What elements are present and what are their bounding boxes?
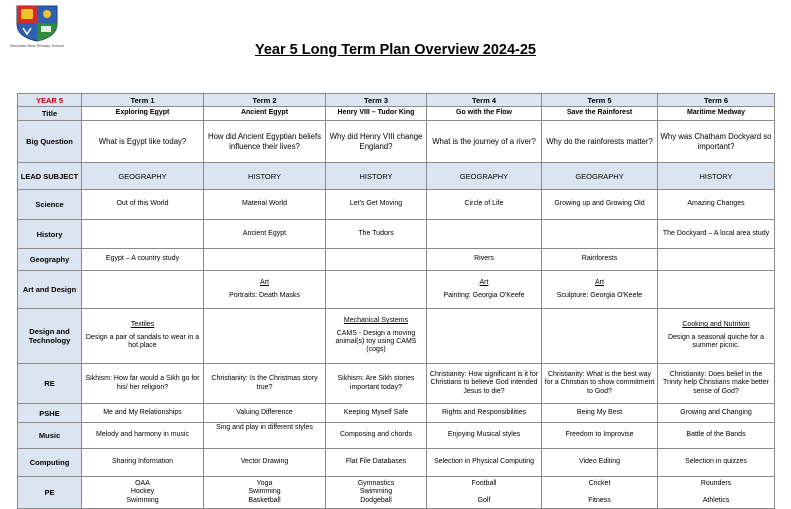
art-heading: Art — [595, 279, 604, 287]
term-header: Term 6 — [658, 94, 775, 107]
pe-cell — [326, 477, 427, 509]
art-design-cell — [658, 271, 775, 309]
science-cell: Amazing Changes — [658, 190, 775, 220]
lead-subject-cell: GEOGRAPHY — [82, 163, 204, 190]
big-question-row — [18, 121, 775, 163]
lead-subject-cell: GEOGRAPHY — [427, 163, 542, 190]
pshe-cell: Growing and Changing — [658, 404, 775, 423]
art-design-row — [18, 271, 775, 309]
pe-row — [18, 477, 775, 509]
pe-gap — [429, 489, 539, 497]
row-label: PSHE — [18, 404, 82, 423]
art-design-cell — [204, 271, 326, 309]
geography-cell: Rivers — [427, 249, 542, 271]
big-question-cell: What is the journey of a river? — [427, 121, 542, 163]
dt-text: Design a seasonal quiche for a summer picnic. — [667, 333, 765, 350]
big-question-cell: Why do the rainforests matter? — [542, 121, 658, 163]
title-row — [18, 107, 775, 121]
science-cell: Out of this World — [82, 190, 204, 220]
history-cell: Ancient Egypt — [204, 220, 326, 249]
pshe-row — [18, 404, 775, 423]
topic-title: Henry VIII – Tudor King — [326, 107, 427, 121]
music-cell: Enjoying Musical styles — [427, 423, 542, 449]
lead-subject-cell: GEOGRAPHY — [542, 163, 658, 190]
pe-gap — [544, 489, 655, 497]
pe-activity: Fitness — [588, 496, 611, 504]
row-label: Computing — [18, 449, 82, 477]
row-label: RE — [18, 364, 82, 404]
dt-heading: Textiles — [130, 321, 155, 329]
music-cell: Composing and chords — [326, 423, 427, 449]
art-design-cell — [542, 271, 658, 309]
pe-activity: Swimming — [359, 488, 393, 496]
dt-cell — [658, 309, 775, 364]
computing-cell: Selection in Physical Computing — [427, 449, 542, 477]
row-label: LEAD SUBJECT — [18, 163, 82, 190]
pe-activity: Gymnastics — [357, 479, 395, 487]
geography-cell: Egypt – A country study — [82, 249, 204, 271]
row-label: Science — [18, 190, 82, 220]
geography-cell — [326, 249, 427, 271]
geography-row — [18, 249, 775, 271]
pe-cell — [542, 477, 658, 509]
dt-cell — [204, 309, 326, 364]
dt-heading: Cooking and Nutrition — [682, 321, 750, 329]
term-header: Term 5 — [542, 94, 658, 107]
music-cell: Sing and play in different styles — [204, 423, 326, 449]
history-row — [18, 220, 775, 249]
geography-cell — [658, 249, 775, 271]
lead-subject-cell: HISTORY — [204, 163, 326, 190]
lead-subject-row — [18, 163, 775, 190]
row-label: PE — [18, 477, 82, 509]
pe-cell — [82, 477, 204, 509]
computing-cell: Vector Drawing — [204, 449, 326, 477]
history-cell — [542, 220, 658, 249]
science-cell: Let's Get Moving — [326, 190, 427, 220]
big-question-cell: Why was Chatham Dockyard so important? — [658, 121, 775, 163]
dt-cell — [326, 309, 427, 364]
pe-cell — [427, 477, 542, 509]
topic-title: Go with the Flow — [427, 107, 542, 121]
computing-cell: Flat File Databases — [326, 449, 427, 477]
term-header: Term 3 — [326, 94, 427, 107]
re-cell: Christianity: Does belief in the Trinity help Christians make better sense of God? — [658, 364, 775, 404]
dt-text: CAMS - Design a moving animal(s) toy using CAMS (cogs) — [335, 329, 417, 354]
history-cell: The Tudors — [326, 220, 427, 249]
long-term-plan-table — [17, 93, 775, 509]
pe-activity: Swimming — [126, 496, 159, 504]
art-design-cell — [427, 271, 542, 309]
art-heading: Art — [479, 279, 489, 287]
science-cell: Circle of Life — [427, 190, 542, 220]
pe-cell — [658, 477, 775, 509]
re-cell: Christianity: What is the best way for a Christian to show commitment to God? — [542, 364, 658, 404]
pshe-cell: Me and My Relationships — [82, 404, 204, 423]
computing-row — [18, 449, 775, 477]
page-title: Year 5 Long Term Plan Overview 2024-25 — [254, 42, 536, 58]
music-cell: Melody and harmony in music — [82, 423, 204, 449]
topic-title: Ancient Egypt — [204, 107, 326, 121]
re-cell: Christianity: How significant is it for Christians to believe God intended Jesus to die? — [427, 364, 542, 404]
term-header: Term 1 — [82, 94, 204, 107]
re-cell: Christianity: Is the Christmas story true? — [204, 364, 326, 404]
big-question-cell: What is Egypt like today? — [82, 121, 204, 163]
term-header: Term 4 — [427, 94, 542, 107]
pshe-cell: Valuing Difference — [204, 404, 326, 423]
art-design-cell — [326, 271, 427, 309]
pe-activity: Cricket — [588, 480, 611, 488]
pe-activity: Golf — [477, 496, 491, 504]
term-header: Term 2 — [204, 94, 326, 107]
re-cell: Sikhism: Are Sikh stories important today? — [326, 364, 427, 404]
pe-cell — [204, 477, 326, 509]
pe-activity: Rounders — [700, 480, 732, 488]
lead-subject-cell: HISTORY — [326, 163, 427, 190]
row-label: Big Question — [18, 121, 82, 163]
row-label: Geography — [18, 249, 82, 271]
pshe-cell: Keeping Myself Safe — [326, 404, 427, 423]
computing-cell: Selection in quizzes — [658, 449, 775, 477]
design-technology-row — [18, 309, 775, 364]
pe-activity: Swimming — [248, 488, 281, 496]
dt-cell — [82, 309, 204, 364]
big-question-cell: How did Ancient Egyptian beliefs influence their lives? — [204, 121, 326, 163]
pshe-cell: Being My Best — [542, 404, 658, 423]
dt-heading: Mechanical Systems — [343, 317, 409, 325]
dt-text: Design a pair of sandals to wear in a hot place — [85, 333, 200, 350]
pe-activity: Athletics — [702, 496, 730, 504]
topic-title: Save the Rainforest — [542, 107, 658, 121]
row-label: Title — [18, 107, 82, 121]
term-header-row — [18, 94, 775, 107]
school-crest-icon — [14, 4, 60, 42]
school-caption: Burnham New Primary School — [10, 43, 64, 48]
pe-gap — [660, 489, 772, 497]
science-row — [18, 190, 775, 220]
music-row — [18, 423, 775, 449]
big-question-cell: Why did Henry VIII change England? — [326, 121, 427, 163]
dt-cell — [542, 309, 658, 364]
geography-cell: Rainforests — [542, 249, 658, 271]
dt-cell — [427, 309, 542, 364]
art-text: Painting: Georgia O'Keefe — [443, 291, 525, 299]
music-cell: Battle of the Bands — [658, 423, 775, 449]
science-cell: Growing up and Growing Old — [542, 190, 658, 220]
art-heading: Art — [260, 279, 269, 287]
pe-activity: Yoga — [256, 479, 273, 487]
lead-subject-cell: HISTORY — [658, 163, 775, 190]
re-cell: Sikhism: How far would a Sikh go for his/ her religion? — [82, 364, 204, 404]
music-cell: Freedom to Improvise — [542, 423, 658, 449]
pe-activity: Hockey — [130, 488, 155, 496]
year-label: YEAR 5 — [18, 94, 82, 107]
pe-activity: Football — [471, 480, 497, 488]
computing-cell: Sharing Information — [82, 449, 204, 477]
pshe-cell: Rights and Responsibilities — [427, 404, 542, 423]
science-cell: Material World — [204, 190, 326, 220]
art-design-cell — [82, 271, 204, 309]
history-cell — [427, 220, 542, 249]
history-cell — [82, 220, 204, 249]
re-row — [18, 364, 775, 404]
computing-cell: Video Editing — [542, 449, 658, 477]
history-cell: The Dockyard – A local area study — [658, 220, 775, 249]
topic-title: Maritime Medway — [658, 107, 775, 121]
topic-title: Exploring Egypt — [82, 107, 204, 121]
pe-activity: Dodgeball — [360, 496, 392, 504]
pe-activity: OAA — [135, 479, 150, 487]
art-text: Portraits: Death Masks — [229, 291, 300, 299]
row-label: Music — [18, 423, 82, 449]
row-label: History — [18, 220, 82, 249]
art-text: Sculpture: Georgia O'Keefe — [556, 291, 643, 299]
row-label: Design and Technology — [18, 309, 82, 364]
geography-cell — [204, 249, 326, 271]
pe-activity: Basketball — [248, 496, 281, 504]
row-label: Art and Design — [18, 271, 82, 309]
